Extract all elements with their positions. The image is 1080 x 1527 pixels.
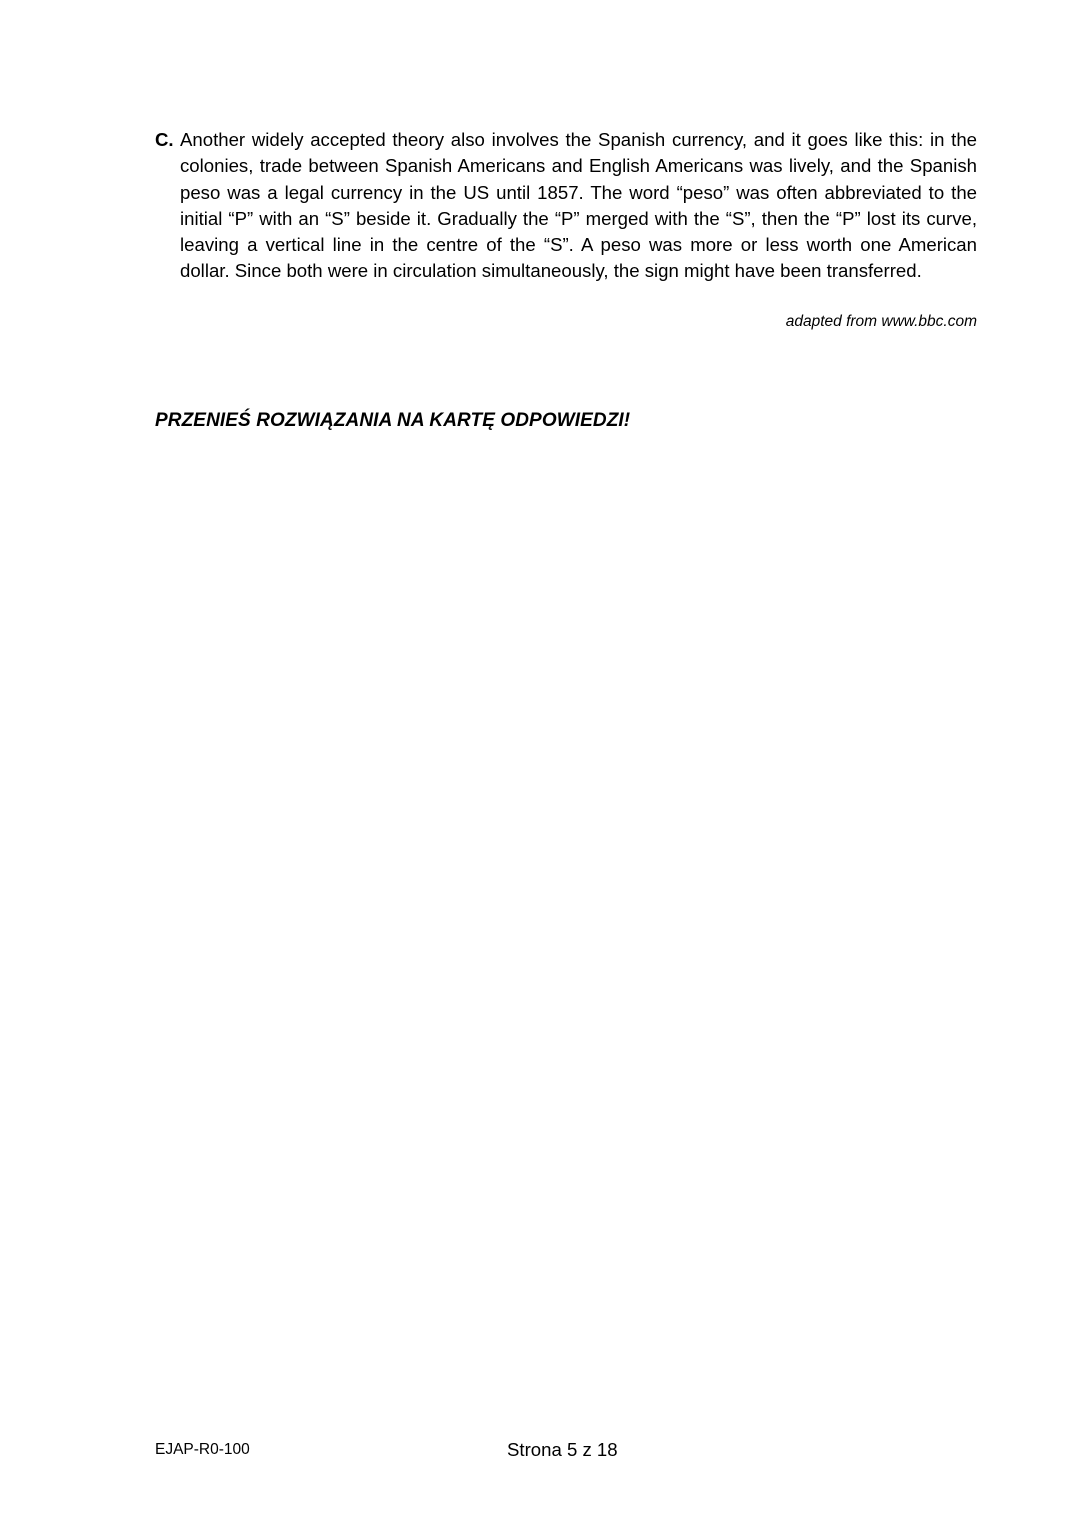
page-number: Strona 5 z 18	[507, 1439, 618, 1460]
source-attribution: adapted from www.bbc.com	[785, 313, 977, 330]
section-c-text: Another widely accepted theory also involves the Spanish currency, and it goes like this: in the colonies, trade between Spanish Americans and English Americans was lively, and the Spanish peso was a legal currency in the US until 1857. The word “peso” was often abbreviated to the initial “P” with an “S” beside it. Gradually the “P” merged with the “S”, then the “P” lost its curve, leaving a vertical line in the centre of the “S”. A peso was more or less worth one American dollar. Since both were in circulation simultaneously, the sign might have been transferred.	[180, 129, 977, 282]
section-marker: C.	[155, 129, 174, 150]
exam-code: EJAP-R0-100	[155, 1441, 250, 1458]
answer-sheet-instruction: PRZENIEŚ ROZWIĄZANIA NA KARTĘ ODPOWIEDZI!	[155, 410, 631, 431]
section-c-paragraph	[155, 127, 977, 285]
